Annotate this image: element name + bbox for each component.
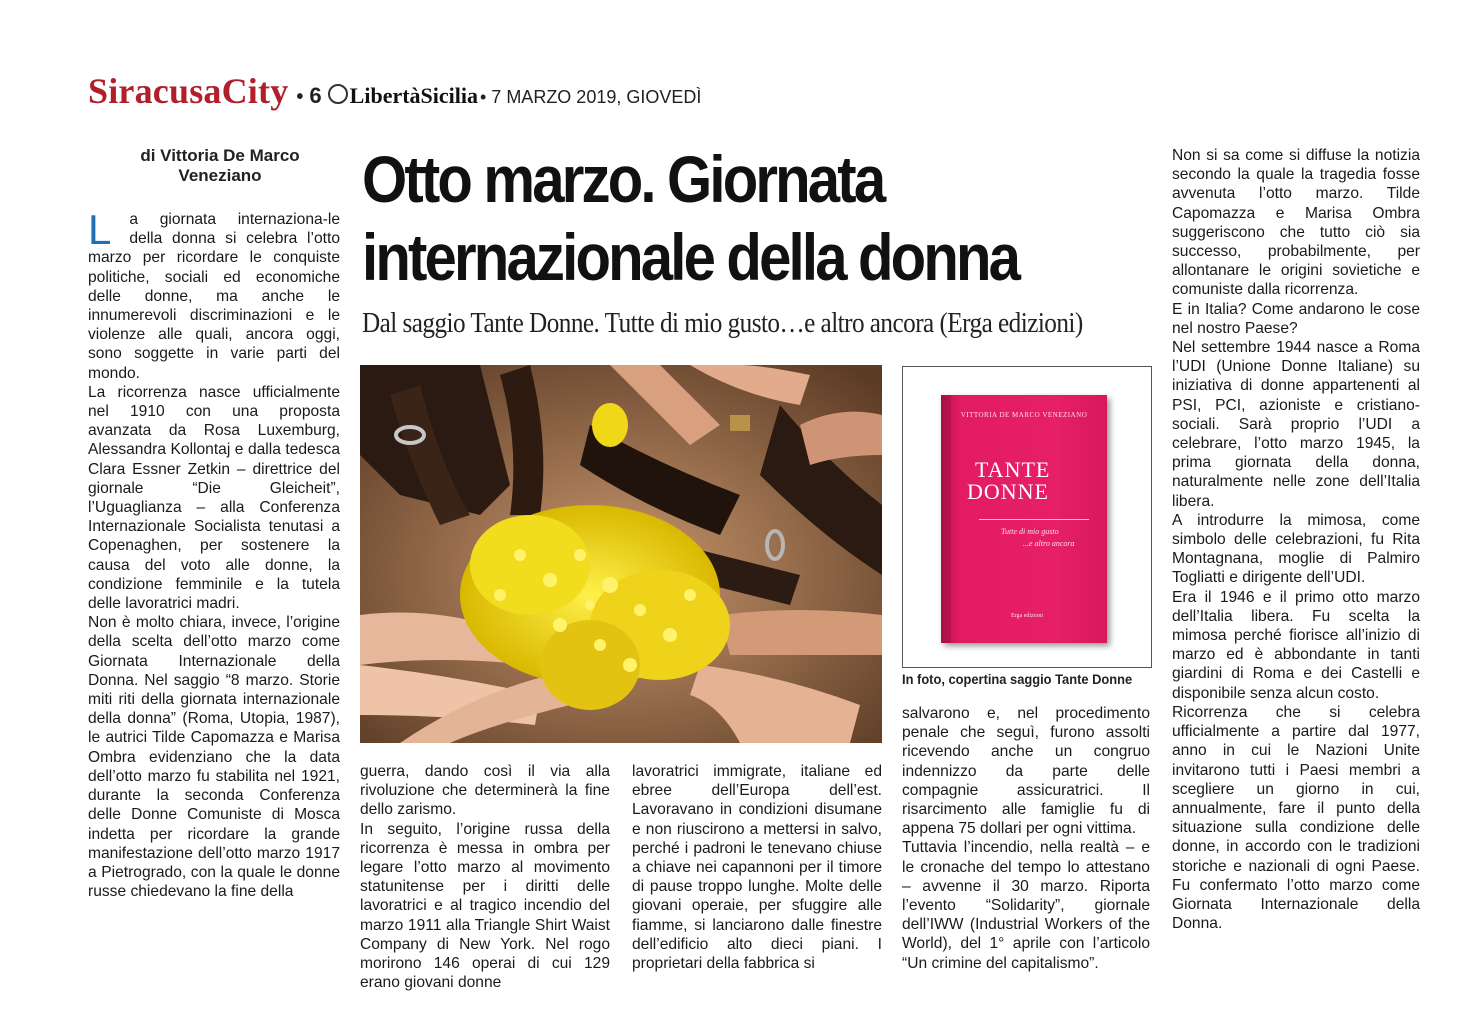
book-title-line-1: TANTE bbox=[975, 457, 1051, 482]
paragraph: Nel settembre 1944 nasce a Roma l’UDI (Unione Donne Italiane) su iniziativa di donne appartenenti al PSI, PCI, azioniste e cristiano-sociali. Sarà proprio l’UDI a celebrare, l’otto marzo 1945, la prima giornata della donna, naturalmente nelle zone dell’Italia libera. bbox=[1172, 339, 1420, 510]
paragraph: A introdurre la mimosa, come simbolo delle celebrazioni, fu Rita Montagnana, moglie di Palmiro Togliatti e dirigente dell’UDI. bbox=[1172, 511, 1420, 587]
paragraph: E in Italia? Come andarono le cose nel nostro Paese? bbox=[1172, 300, 1420, 337]
byline-line-2: Veneziano bbox=[178, 166, 262, 185]
paragraph: Non si sa come si diffuse la notizia secondo la quale la tragedia fosse avvenuta l’otto marzo. Tilde Capomazza e Marisa Ombra suggeriscono che tutto ciò sia successo, probabilmente, per allontanare le origini sovietiche e comuniste dalla ricorrenza. bbox=[1172, 147, 1420, 299]
newspaper-name: LibertàSicilia bbox=[349, 83, 478, 108]
paragraph: L a giornata internaziona-le della donna si celebra l’otto marzo per ricordare le conquiste politiche, sociali ed economiche delle donne, ma anche le innumerevoli discriminazioni e le violenze alle quali, ancora oggi, sono soggette in varie parti del mondo. bbox=[88, 206, 340, 382]
article-column-2 bbox=[360, 762, 610, 992]
hands-mimosa-photo bbox=[360, 365, 882, 743]
book-subtitle-2: ...e altro ancora bbox=[1023, 539, 1075, 548]
paragraph: La ricorrenza nasce ufficialmente nel 1910 con una proposta avanzata da Rosa Luxemburg, Alessandra Kollontaj e dalla tedesca Clara Essner Zetkin – direttrice del giornale “Die Gleicheit”, l’Uguaglianza – alla Conferenza Internazionale Socialista tenutasi a Copenaghen, per sostenere la causa del voto alle donne, la condizione femminile e la tutela delle lavoratrici madri. bbox=[88, 383, 340, 613]
subtitle: Dal saggio Tante Donne. Tutte di mio gusto…e altro ancora (Erga edizioni) bbox=[362, 308, 1083, 339]
book-cover-frame bbox=[902, 366, 1152, 668]
headline bbox=[362, 140, 1048, 296]
book-title-line-2: DONNE bbox=[967, 479, 1049, 504]
book-publisher: Erga edizioni bbox=[1011, 613, 1044, 619]
article-column-3 bbox=[632, 762, 882, 973]
page-number: 6 bbox=[309, 83, 322, 108]
photo-illustration bbox=[360, 365, 882, 743]
article-column-1 bbox=[88, 206, 340, 901]
book-author: VITTORIA DE MARCO VENEZIANO bbox=[960, 411, 1088, 419]
paragraph: salvarono e, nel procedimento penale che seguì, furono assolti ricevendo anche un congruo indennizzo da parte delle compagnie assicuratrici. Il risarcimento alle famiglie fu di appena 75 dollari per ogni vittima. bbox=[902, 705, 1150, 838]
headline-line-1: Otto marzo. Giornata bbox=[362, 142, 884, 216]
header-separator: • bbox=[296, 86, 304, 108]
book-subtitle-1: Tutte di mio gusto bbox=[1001, 527, 1059, 536]
newspaper-logo-icon bbox=[328, 84, 348, 104]
paragraph: Tuttavia l’incendio, nella realtà – e le cronache del tempo lo attestano – avvenne il 30 marzo. Riporta l’evento “Solidarity”, giornale dell’IWW (Industrial Workers of the World), del 1° aprile con l’articolo “Un crimine del capitalismo”. bbox=[902, 839, 1150, 972]
issue-date: • 7 MARZO 2019, GIOVEDÌ bbox=[480, 87, 702, 107]
paragraph: Non è molto chiara, invece, l’origine della scelta dell’otto marzo come Giornata Internazionale della Donna. Nel saggio “8 marzo. Storie miti riti della giornata internazionale della donna” (Roma, Utopia, 1987), le autrici Tilde Capomazza e Marisa Ombra evidenziano che la data dell’otto marzo fu stabilita nel 1921, durante la seconda Conferenza delle Donne Comuniste di Mosca indetta per ricordare la grande manifestazione dell’otto marzo 1917 a Pietrogrado, con la quale le donne russe chiedevano la fine della bbox=[88, 614, 340, 901]
byline bbox=[100, 146, 340, 186]
article-column-4 bbox=[902, 704, 1150, 973]
paragraph: In seguito, l’origine russa della ricorrenza è messa in ombra per legare l’otto marzo al movimento statunitense per i diritti delle lavoratrici e al tragico incendio del marzo 1911 alla Triangle Shirt Waist Company di New York. Nel rogo morirono 146 operai di cui 129 erano giovani donne bbox=[360, 820, 610, 992]
photo-caption: In foto, copertina saggio Tante Donne bbox=[902, 671, 1133, 687]
book-divider bbox=[979, 519, 1089, 520]
drop-cap: L bbox=[88, 206, 112, 253]
headline-line-2: internazionale della donna bbox=[362, 220, 1019, 294]
article-column-5 bbox=[1172, 146, 1420, 933]
paragraph: Era il 1946 e il primo otto marzo dell’Italia libera. Fu scelta la mimosa perché fiorisce all’inizio di marzo ed è abbondante in tanti giardini di Roma e dei Castelli e disponibile senza alcun costo. bbox=[1172, 588, 1420, 702]
paragraph: Ricorrenza che si celebra ufficialmente a partire dal 1977, anno in cui le Nazioni Unite invitarono tutti i Paesi membri a scegliere un giorno in cui, annualmente, fare il punto della situazione sulla condizione delle donne, in accordo con le tradizioni storiche e nazionali di ogni Paese. Fu confermato l’otto marzo come Giornata Internazionale della Donna. bbox=[1172, 703, 1420, 933]
section-title: SiracusaCity bbox=[88, 71, 289, 111]
paragraph: lavoratrici immigrate, italiane ed ebree dell’Europa dell’est. Lavoravano in condizioni disumane e non riuscirono a mettersi in salvo, perché i padroni le tenevano chiuse a chiave nei capannoni per il timore di pause troppo lunghe. Molte delle giovani operaie, per sfuggire alle fiamme, si lanciarono dalle finestre dell’edificio alto dieci piani. I proprietari della fabbrica si bbox=[632, 763, 882, 973]
book-cover bbox=[941, 395, 1107, 643]
byline-line-1: di Vittoria De Marco bbox=[140, 146, 300, 165]
page-header bbox=[88, 70, 701, 110]
paragraph: guerra, dando così il via alla rivoluzione che determinerà la fine dello zarismo. bbox=[360, 763, 610, 819]
book-spine bbox=[941, 395, 951, 643]
